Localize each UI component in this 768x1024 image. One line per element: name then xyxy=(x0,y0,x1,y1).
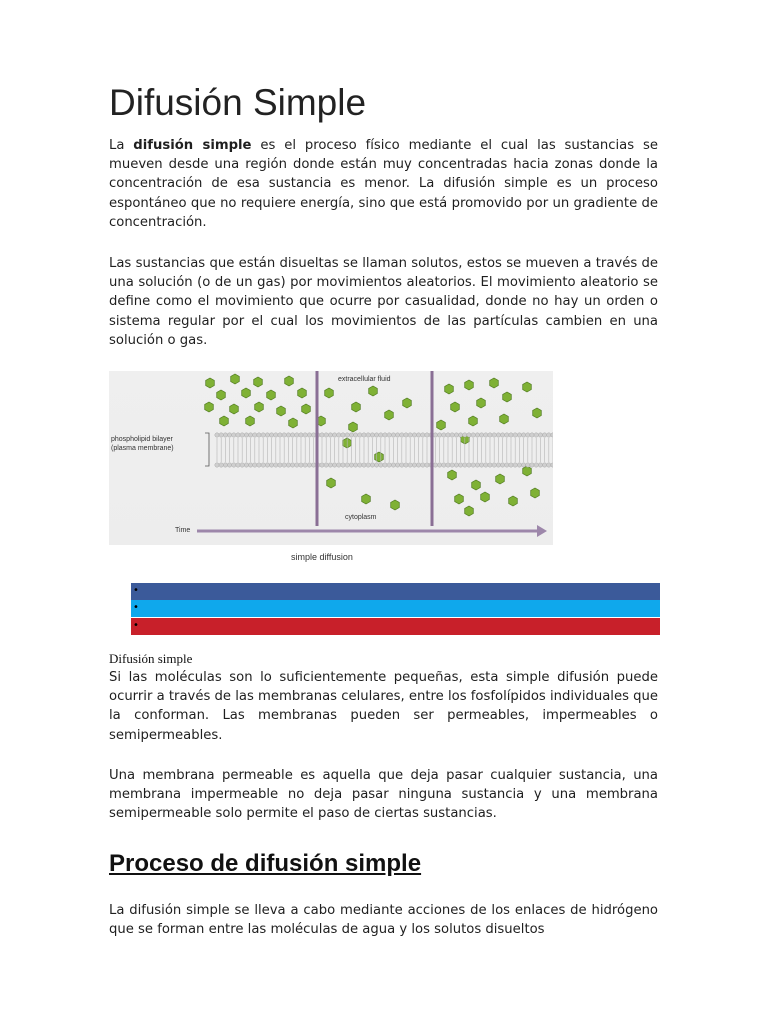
molecule-group xyxy=(205,374,542,516)
phospholipid-head xyxy=(358,433,362,437)
phospholipid-head xyxy=(274,463,278,467)
phospholipid-head xyxy=(458,463,462,467)
diffusion-diagram xyxy=(109,371,553,545)
phospholipid-head xyxy=(345,463,349,467)
molecule xyxy=(455,494,464,504)
phospholipid-head xyxy=(395,463,399,467)
molecule xyxy=(481,492,490,502)
phospholipid-head xyxy=(307,463,311,467)
phospholipid-head xyxy=(505,433,509,437)
bullet-3: • xyxy=(133,620,139,631)
phospholipid-head xyxy=(286,433,290,437)
molecule xyxy=(217,390,226,400)
molecule xyxy=(375,452,384,462)
molecule xyxy=(349,422,358,432)
molecule xyxy=(325,388,334,398)
phospholipid-head xyxy=(253,433,257,437)
phospholipid-head xyxy=(269,433,273,437)
phospholipid-head xyxy=(232,463,236,467)
phospholipid-head xyxy=(383,463,387,467)
phospholipid-head xyxy=(547,433,551,437)
molecule xyxy=(277,406,286,416)
bilayer-bracket xyxy=(205,433,209,466)
phospholipid-head xyxy=(492,433,496,437)
bullet-1: • xyxy=(133,585,139,596)
phospholipid-head xyxy=(278,433,282,437)
phospholipid-head xyxy=(421,433,425,437)
phospholipid-head xyxy=(295,433,299,437)
phospholipid-head xyxy=(542,433,546,437)
molecule xyxy=(289,418,298,428)
phospholipid-head xyxy=(538,433,542,437)
molecule xyxy=(246,416,255,426)
phospholipid-head xyxy=(362,433,366,437)
phospholipid-head xyxy=(454,463,458,467)
phospholipid-head xyxy=(442,433,446,437)
phospholipid-head xyxy=(446,433,450,437)
phospholipid-head xyxy=(274,433,278,437)
molecule xyxy=(472,480,481,490)
phospholipid-head xyxy=(400,433,404,437)
phospholipid-head xyxy=(391,433,395,437)
label-bilayer: phospholipid bilayer xyxy=(111,436,173,443)
phospholipid-head xyxy=(437,433,441,437)
molecule xyxy=(465,506,474,516)
phospholipid-head xyxy=(500,433,504,437)
phospholipid-head xyxy=(324,433,328,437)
phospholipid-head xyxy=(299,433,303,437)
phospholipid-head xyxy=(328,463,332,467)
phospholipid-head xyxy=(475,463,479,467)
phospholipid-head xyxy=(307,433,311,437)
phospholipid-head xyxy=(379,433,383,437)
phospholipid-head xyxy=(467,433,471,437)
phospholipid-head xyxy=(488,433,492,437)
phospholipid-head xyxy=(286,463,290,467)
molecule xyxy=(230,404,239,414)
phospholipid-head xyxy=(303,433,307,437)
molecule xyxy=(500,414,509,424)
phospholipid-head xyxy=(223,463,227,467)
phospholipid-head xyxy=(479,433,483,437)
molecule xyxy=(285,376,294,386)
molecule xyxy=(302,404,311,414)
phospholipid-head xyxy=(379,463,383,467)
phospholipid-head xyxy=(547,463,551,467)
phospholipid-head xyxy=(219,433,223,437)
phospholipid-head xyxy=(416,433,420,437)
share-bar-facebook[interactable] xyxy=(131,583,660,600)
phospholipid-head xyxy=(442,463,446,467)
phospholipid-head xyxy=(349,433,353,437)
phospholipid-head xyxy=(500,463,504,467)
phospholipid-head xyxy=(505,463,509,467)
phospholipid-head xyxy=(366,433,370,437)
phospholipid-head xyxy=(534,463,538,467)
phospholipid-head xyxy=(517,433,521,437)
phospholipid-head xyxy=(492,463,496,467)
phospholipid-head xyxy=(530,433,534,437)
phospholipid-head xyxy=(320,463,324,467)
molecule xyxy=(437,420,446,430)
intro-bold-term: difusión simple xyxy=(133,138,252,153)
molecule xyxy=(523,382,532,392)
phospholipid-head xyxy=(542,463,546,467)
phospholipid-head xyxy=(496,433,500,437)
bullet-2: • xyxy=(133,602,139,613)
label-cytoplasm: cytoplasm xyxy=(345,514,377,521)
phospholipid-head xyxy=(290,463,294,467)
molecule xyxy=(469,416,478,426)
molecule xyxy=(465,380,474,390)
phospholipid-head xyxy=(450,433,454,437)
phospholipid-head xyxy=(253,463,257,467)
phospholipid-head xyxy=(408,433,412,437)
phospholipid-head xyxy=(416,463,420,467)
molecule xyxy=(496,474,505,484)
phospholipid-head xyxy=(467,463,471,467)
molecule xyxy=(327,478,336,488)
molecule xyxy=(352,402,361,412)
phospholipid-head xyxy=(383,433,387,437)
phospholipid-head xyxy=(475,433,479,437)
molecule xyxy=(490,378,499,388)
phospholipid-head xyxy=(421,463,425,467)
share-bar-pinterest[interactable] xyxy=(131,618,660,635)
intro-rest: es el proceso físico mediante el cual las sustancias se mueven desde una región donde están muy concentradas hacia zonas donde la concentración de esa sustancia es menor. La difusión simple es un proceso espontáneo que no requiere energía, sino que está promovido por un gradiente de concentración. xyxy=(109,138,658,230)
phospholipid-head xyxy=(303,463,307,467)
phospholipid-head xyxy=(408,463,412,467)
phospholipid-head xyxy=(471,433,475,437)
phospholipid-head xyxy=(261,463,265,467)
phospholipid-head xyxy=(370,433,374,437)
phospholipid-head xyxy=(278,463,282,467)
phospholipid-head xyxy=(244,433,248,437)
phospholipid-head xyxy=(526,433,530,437)
paragraph-solutes: Las sustancias que están disueltas se llaman solutos, estos se mueven a través de una solución (o de un gas) por movimientos aleatorios. El movimiento aleatorio se define como el movimiento que ocurre por casualidad, donde no hay un orden o sistema regular por el cual los movimientos de las partículas cambien en una solución o gas. xyxy=(109,256,658,348)
phospholipid-head xyxy=(463,463,467,467)
phospholipid-head xyxy=(341,433,345,437)
diffusion-figure xyxy=(109,371,553,545)
phospholipid-head xyxy=(219,463,223,467)
phospholipid-head xyxy=(248,463,252,467)
phospholipid-head xyxy=(517,463,521,467)
phospholipid-head xyxy=(337,463,341,467)
phospholipid-head xyxy=(337,433,341,437)
time-arrow-head xyxy=(537,525,547,537)
phospholipid-head xyxy=(425,463,429,467)
phospholipid-head xyxy=(244,463,248,467)
phospholipid-head xyxy=(282,433,286,437)
phospholipid-head xyxy=(248,433,252,437)
phospholipid-head xyxy=(433,463,437,467)
phospholipid-head xyxy=(370,463,374,467)
phospholipid-head xyxy=(450,463,454,467)
phospholipid-head xyxy=(223,433,227,437)
phospholipid-head xyxy=(353,463,357,467)
molecule xyxy=(220,416,229,426)
phospholipid-head xyxy=(349,463,353,467)
phospholipid-head xyxy=(236,433,240,437)
phospholipid-head xyxy=(299,463,303,467)
phospholipid-head xyxy=(530,463,534,467)
phospholipid-head xyxy=(257,463,261,467)
molecule xyxy=(267,390,276,400)
phospholipid-head xyxy=(471,463,475,467)
molecule xyxy=(231,374,240,384)
phospholipid-head xyxy=(454,433,458,437)
molecule xyxy=(205,402,214,412)
phospholipid-head xyxy=(374,433,378,437)
phospholipid-head xyxy=(374,463,378,467)
phospholipid-head xyxy=(484,433,488,437)
phospholipid-head xyxy=(261,433,265,437)
molecule xyxy=(298,388,307,398)
molecule xyxy=(255,402,264,412)
phospholipid-head xyxy=(215,463,219,467)
figure-caption: simple diffusion xyxy=(291,552,353,562)
molecule xyxy=(448,470,457,480)
phospholipid-head xyxy=(320,433,324,437)
phospholipid-head xyxy=(311,463,315,467)
molecule xyxy=(403,398,412,408)
phospholipid-head xyxy=(353,433,357,437)
molecule xyxy=(362,494,371,504)
phospholipid-head xyxy=(332,433,336,437)
phospholipid-head xyxy=(236,463,240,467)
phospholipid-head xyxy=(240,463,244,467)
phospholipid-head xyxy=(526,463,530,467)
page-title: Difusión Simple xyxy=(109,82,367,123)
section-heading: Proceso de difusión simple xyxy=(109,850,422,877)
phospholipid-head xyxy=(227,463,231,467)
label-membrane: (plasma membrane) xyxy=(111,445,174,452)
phospholipid-head xyxy=(521,463,525,467)
phospholipid-head xyxy=(257,433,261,437)
paragraph-membranes: Si las moléculas son lo suficientemente pequeñas, esta simple difusión puede ocurrir a través de las membranas celulares, entre los fosfolípidos individuales que la conforman. Las membranas pueden ser permeables, impermeables o semipermeables. xyxy=(109,670,658,743)
phospholipid-head xyxy=(513,433,517,437)
molecule xyxy=(503,392,512,402)
phospholipid-head xyxy=(433,433,437,437)
molecule xyxy=(206,378,215,388)
phospholipid-head xyxy=(295,463,299,467)
phospholipid-head xyxy=(463,433,467,437)
paragraph-process: La difusión simple se lleva a cabo mediante acciones de los enlaces de hidrógeno que se forman entre las moléculas de agua y los solutos disueltos xyxy=(109,903,658,938)
phospholipid-head xyxy=(311,433,315,437)
phospholipid-head xyxy=(290,433,294,437)
phospholipid-head xyxy=(345,433,349,437)
phospholipid-head xyxy=(538,463,542,467)
phospholipid-head xyxy=(484,463,488,467)
intro-prefix: La xyxy=(109,138,134,153)
molecule xyxy=(391,500,400,510)
phospholipid-head xyxy=(387,463,391,467)
label-extracellular: extracellular fluid xyxy=(338,376,391,383)
phospholipid-head xyxy=(282,463,286,467)
molecule xyxy=(254,377,263,387)
phospholipid-head xyxy=(412,463,416,467)
molecule xyxy=(533,408,542,418)
phospholipid-head xyxy=(488,463,492,467)
phospholipid-head xyxy=(332,463,336,467)
phospholipid-head xyxy=(458,433,462,437)
phospholipid-head xyxy=(404,433,408,437)
phospholipid-head xyxy=(513,463,517,467)
phospholipid-head xyxy=(265,433,269,437)
phospholipid-head xyxy=(395,433,399,437)
phospholipid-head xyxy=(269,463,273,467)
phospholipid-head xyxy=(387,433,391,437)
phospholipid-head xyxy=(358,463,362,467)
molecule xyxy=(531,488,540,498)
phospholipid-head xyxy=(366,463,370,467)
molecule xyxy=(451,402,460,412)
molecule xyxy=(445,384,454,394)
molecule xyxy=(242,388,251,398)
phospholipid-head xyxy=(227,433,231,437)
phospholipid-head xyxy=(496,463,500,467)
phospholipid-head xyxy=(404,463,408,467)
phospholipid-head xyxy=(240,433,244,437)
phospholipid-head xyxy=(232,433,236,437)
phospholipid-head xyxy=(265,463,269,467)
phospholipid-head xyxy=(509,433,513,437)
share-bar-twitter[interactable] xyxy=(131,600,660,617)
phospholipid-head xyxy=(437,463,441,467)
molecule xyxy=(385,410,394,420)
phospholipid-membrane xyxy=(215,433,553,467)
phospholipid-head xyxy=(400,463,404,467)
molecule xyxy=(523,466,532,476)
phospholipid-head xyxy=(551,433,553,437)
phospholipid-head xyxy=(341,463,345,467)
phospholipid-head xyxy=(446,463,450,467)
phospholipid-head xyxy=(362,463,366,467)
caption-difusion-simple: Difusión simple xyxy=(109,651,193,666)
phospholipid-head xyxy=(479,463,483,467)
phospholipid-head xyxy=(534,433,538,437)
molecule xyxy=(369,386,378,396)
phospholipid-head xyxy=(391,463,395,467)
phospholipid-head xyxy=(215,433,219,437)
molecule xyxy=(477,398,486,408)
phospholipid-head xyxy=(551,463,553,467)
phospholipid-head xyxy=(425,433,429,437)
paragraph-intro xyxy=(109,136,658,232)
phospholipid-head xyxy=(412,433,416,437)
phospholipid-head xyxy=(324,463,328,467)
phospholipid-head xyxy=(509,463,513,467)
molecule xyxy=(509,496,518,506)
phospholipid-head xyxy=(328,433,332,437)
label-time: Time xyxy=(175,527,191,534)
phospholipid-head xyxy=(521,433,525,437)
paragraph-permeability: Una membrana permeable es aquella que deja pasar cualquier sustancia, una membrana impermeable no deja pasar ninguna sustancia y una membrana semipermeable solo permite el paso de ciertas sustancias. xyxy=(109,768,658,822)
